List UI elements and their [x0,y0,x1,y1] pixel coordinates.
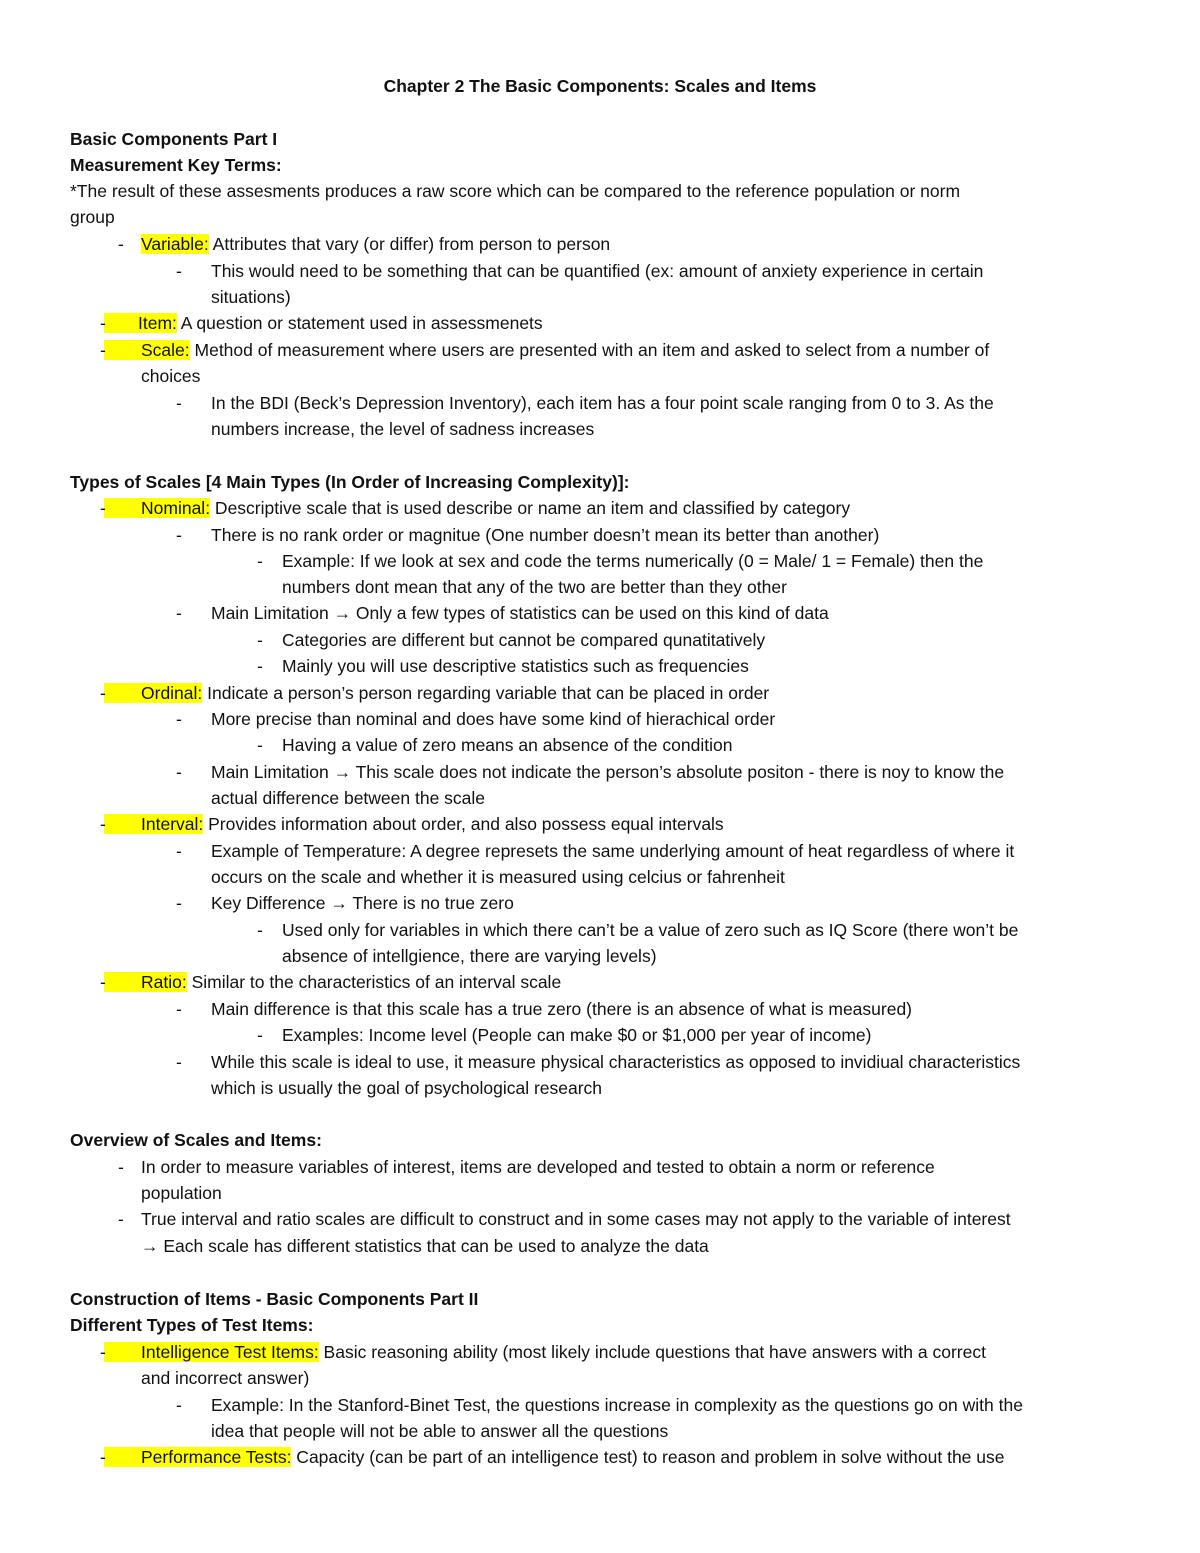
definition-text: Basic reasoning ability (most likely include questions that have answers with a correct [318,1342,986,1362]
arrow-icon: → [330,893,348,913]
definition-text: A question or statement used in assessmenets [176,313,543,333]
sub-item-text: More precise than nominal and does have some kind of hierachical order [211,709,776,729]
bullet-dash: - [176,841,182,861]
section-heading: Overview of Scales and Items: [70,1130,322,1150]
bullet-dash: - [257,656,263,676]
sub-item-text: In the BDI (Beck’s Depression Inventory), each item has a four point scale ranging from 0 to 3. As the [211,393,994,413]
sub-item-text: There is no true zero [347,893,514,913]
list-item-ordinal [70,680,1130,706]
term-highlight: Intelligence Test Items: [141,1342,319,1362]
list-item [70,1154,1130,1180]
bullet-dash: - [257,630,263,650]
sub-item [70,838,1130,864]
sub-sub-item-text: Examples: Income level (People can make $0 or $1,000 per year of income) [282,1025,872,1045]
bullet-dash: - [257,551,263,571]
bullet-dash: - [176,709,182,729]
list-item-scale [70,337,1130,363]
arrow-icon: → [141,1236,159,1256]
term-highlight: Item: [138,313,177,333]
definition-text: Similar to the characteristics of an interval scale [186,972,562,992]
term-highlight: Ratio: [141,972,187,992]
sub-sub-item [70,627,1130,653]
term-highlight: Interval: [141,814,204,834]
bullet-dash: - [118,1157,124,1177]
term-highlight: Variable: [141,234,209,254]
sub-item [70,996,1130,1022]
sub-item-text: Main difference is that this scale has a true zero (there is an absence of what is measured) [211,999,913,1019]
bullet-dash: - [176,261,182,281]
bullet-dash: - [176,1052,182,1072]
bullet-dash: - [176,393,182,413]
list-item-cont [70,1233,1130,1259]
sub-item-text: Main Limitation [211,603,334,623]
arrow-icon: → [333,762,352,782]
section-subheading: Different Types of Test Items: [70,1315,314,1335]
term-highlight: Ordinal: [141,683,203,703]
sub-item-cont: occurs on the scale and whether it is measured using celcius or fahrenheit [211,867,785,887]
list-item [70,1206,1130,1232]
list-item-performance [70,1444,1130,1470]
sub-sub-item-text: Used only for variables in which there can’t be a value of zero such as IQ Score (there won’t be [282,920,1019,940]
sub-item [70,600,1130,626]
sub-sub-item-text: Categories are different but cannot be compared qunatitatively [282,630,766,650]
bullet-dash: - [100,498,106,518]
sub-sub-item-cont: numbers dont mean that any of the two are better than they other [282,577,787,597]
sub-sub-item-text: Example: If we look at sex and code the terms numerically (0 = Male/ 1 = Female) then the [282,551,984,571]
bullet-dash: - [176,999,182,1019]
definition-text: Method of measurement where users are presented with an item and asked to select from a number of [189,340,990,360]
sub-item [70,390,1130,416]
sub-sub-item [70,653,1130,679]
section-heading: Types of Scales [4 Main Types (In Order of Increasing Complexity)]: [70,472,630,492]
sub-item-cont: numbers increase, the level of sadness increases [211,419,595,439]
definition-text: Descriptive scale that is used describe or name an item and classified by category [210,498,851,518]
sub-sub-item [70,1022,1130,1048]
term-highlight: Scale: [141,340,190,360]
sub-item-text: Example: In the Stanford-Binet Test, the questions increase in complexity as the questions go on with the [211,1395,1023,1415]
intro-text: *The result of these assesments produces a raw score which can be compared to the reference population or norm [70,181,961,201]
sub-item [70,1049,1130,1075]
definition-text-cont: and incorrect answer) [141,1368,310,1388]
sub-item-text: There is no rank order or magnitue (One number doesn’t mean its better than another) [211,525,880,545]
bullet-dash: - [100,814,106,834]
bullet-dash: - [176,762,182,782]
sub-item [70,759,1130,785]
bullet-dash: - [257,920,263,940]
bullet-dash: - [257,735,263,755]
sub-item-text: This would need to be something that can be quantified (ex: amount of anxiety experience in certain [211,261,984,281]
intro-text-cont: group [70,207,115,227]
bullet-dash: - [100,1447,106,1467]
definition-text: Indicate a person’s person regarding variable that can be placed in order [202,683,770,703]
definition-text: Attributes that vary (or differ) from person to person [208,234,611,254]
sub-item-cont: situations) [211,287,291,307]
list-item-text: Each scale has different statistics that can be used to analyze the data [158,1236,709,1256]
bullet-dash: - [100,313,106,333]
definition-text: Provides information about order, and also possess equal intervals [203,814,724,834]
list-item-item [70,310,1130,336]
bullet-dash: - [176,1395,182,1415]
sub-item-text: This scale does not indicate the person’s absolute positon - there is noy to know the [351,762,1005,782]
sub-item [70,890,1130,916]
sub-item [70,1392,1130,1418]
list-item-nominal [70,495,1130,521]
sub-sub-item-cont: absence of intellgience, there are varying levels) [282,946,657,966]
list-item-variable [70,231,1130,257]
definition-text: Capacity (can be part of an intelligence test) to reason and problem in solve without the use [291,1447,1005,1467]
bullet-dash: - [100,340,106,360]
definition-text-cont: choices [141,366,201,386]
sub-item-cont: actual difference between the scale [211,788,486,808]
bullet-dash: - [100,683,106,703]
sub-item-cont: which is usually the goal of psychological research [211,1078,603,1098]
list-item-ratio [70,969,1130,995]
sub-item [70,258,1130,284]
list-item-text: True interval and ratio scales are difficult to construct and in some cases may not apply to the variable of interest [141,1209,1011,1229]
sub-item-text: Example of Temperature: A degree represets the same underlying amount of heat regardless of where it [211,841,1015,861]
sub-item-text: Only a few types of statistics can be used on this kind of data [351,603,829,623]
bullet-dash: - [257,1025,263,1045]
section-subheading: Measurement Key Terms: [70,155,282,175]
sub-item-cont: idea that people will not be able to answer all the questions [211,1421,669,1441]
sub-item [70,706,1130,732]
bullet-dash: - [176,893,182,913]
sub-sub-item [70,732,1130,758]
sub-item-text: Main Limitation [211,762,334,782]
sub-sub-item-text: Mainly you will use descriptive statistics such as frequencies [282,656,749,676]
sub-item [70,522,1130,548]
document-title: Chapter 2 The Basic Components: Scales and Items [383,76,817,96]
term-highlight: Nominal: [141,498,211,518]
bullet-dash: - [176,603,182,623]
list-item-interval [70,811,1130,837]
list-item-intelligence [70,1339,1130,1365]
bullet-dash: - [100,1342,106,1362]
sub-sub-item-text: Having a value of zero means an absence of the condition [282,735,733,755]
sub-item-text: Key Difference [211,893,331,913]
bullet-dash: - [100,972,106,992]
section-heading: Construction of Items - Basic Components Part II [70,1289,479,1309]
section-heading: Basic Components Part I [70,129,278,149]
sub-item-text: While this scale is ideal to use, it measure physical characteristics as opposed to invidiual characteristics [211,1052,1021,1072]
bullet-dash: - [118,1209,124,1229]
arrow-icon: → [333,603,352,623]
list-item-text: In order to measure variables of interest, items are developed and tested to obtain a norm or reference [141,1157,935,1177]
sub-sub-item [70,917,1130,943]
sub-sub-item [70,548,1130,574]
term-highlight: Performance Tests: [141,1447,292,1467]
bullet-dash: - [118,234,124,254]
bullet-dash: - [176,525,182,545]
list-item-cont: population [141,1183,222,1203]
